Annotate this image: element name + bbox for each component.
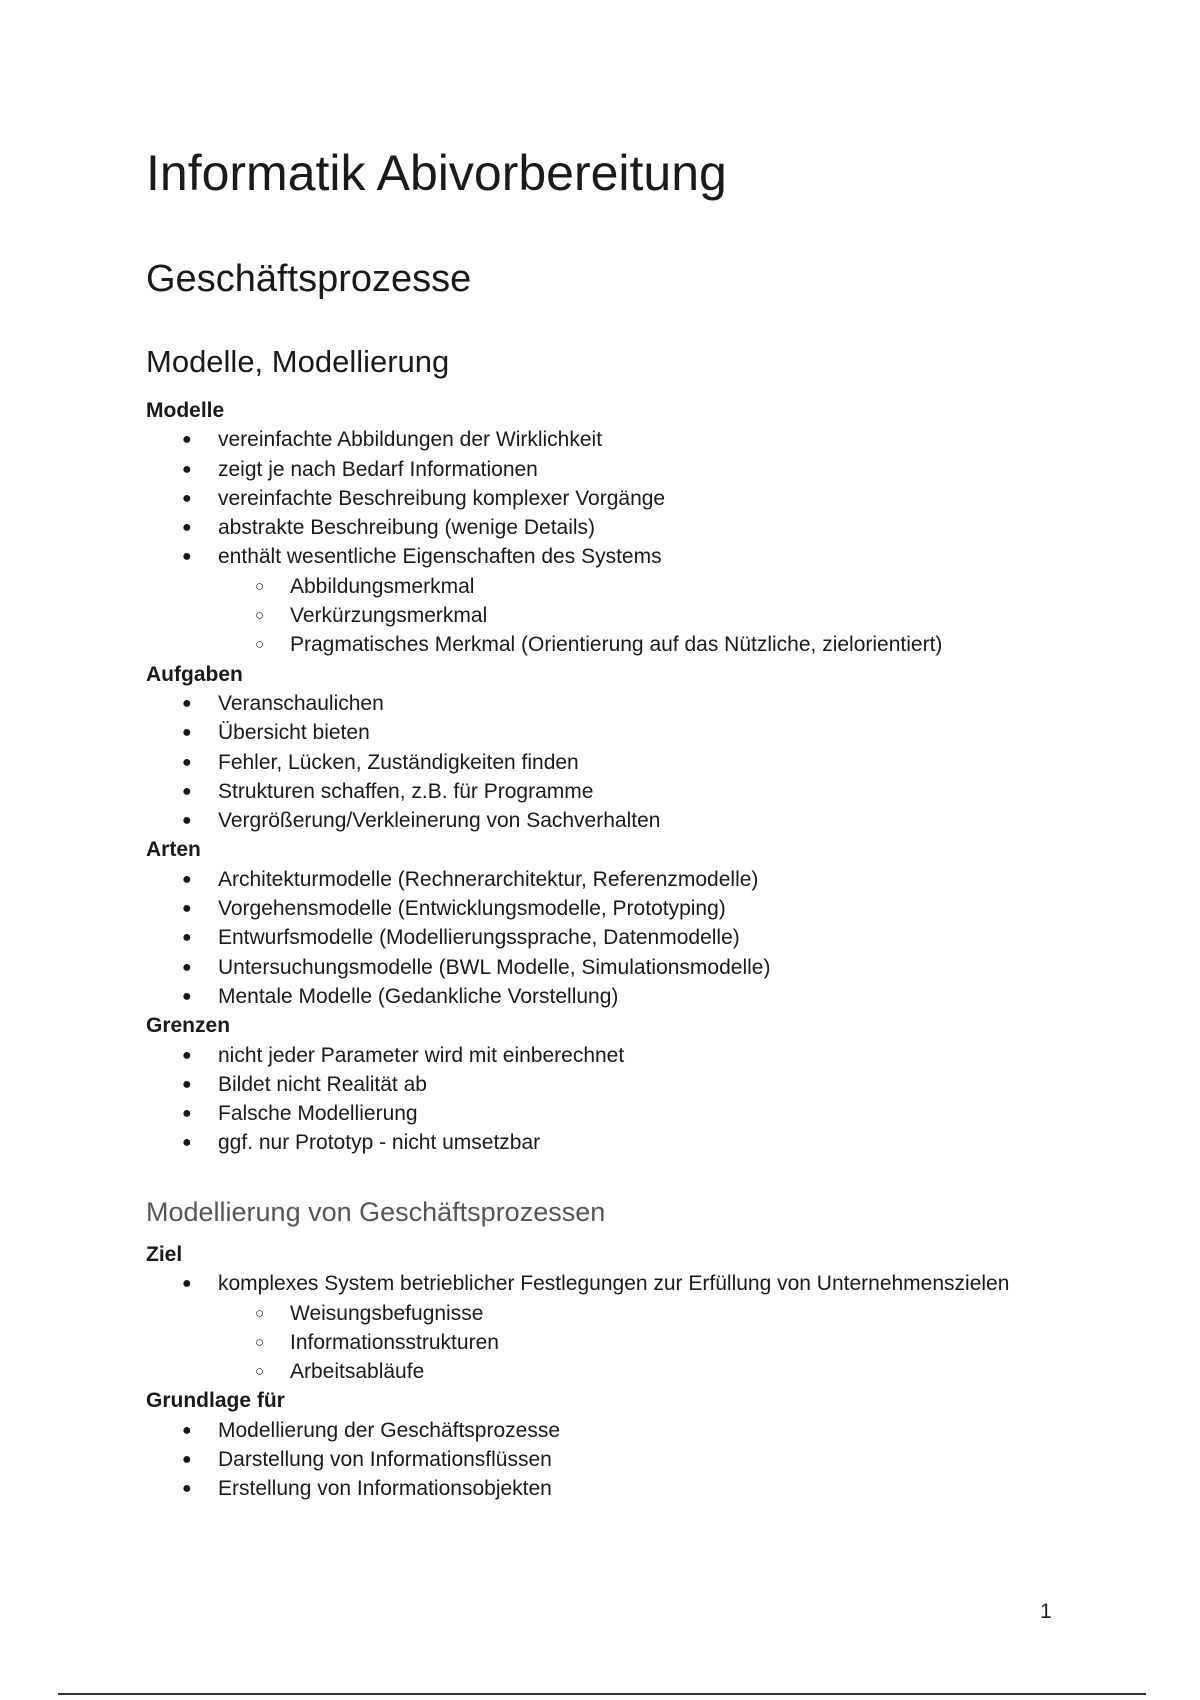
list-item: ● Bildet nicht Realität ab [146, 1070, 1146, 1099]
bullet-icon: ● [182, 724, 192, 742]
group-label-grundlage: Grundlage für [146, 1389, 285, 1413]
bullet-icon: ● [182, 958, 192, 976]
hollow-bullet-icon: ○ [255, 636, 265, 654]
hollow-bullet-icon: ○ [255, 607, 265, 625]
section-heading-modelle: Modelle, Modellierung [146, 344, 450, 379]
footer-divider [58, 1693, 1146, 1695]
bullet-icon: ● [182, 900, 192, 918]
bullet-icon: ● [182, 1046, 192, 1064]
list-item: ● Untersuchungsmodelle (BWL Modelle, Simulationsmodelle) [146, 953, 1146, 982]
group-label-modelle: Modelle [146, 399, 225, 422]
bullet-icon: ● [182, 929, 192, 947]
list-item: ● vereinfachte Beschreibung komplexer Vorgänge [146, 484, 1146, 513]
section-modelle-content [146, 396, 1146, 1158]
list-item: ● Mentale Modelle (Gedankliche Vorstellung) [146, 982, 1146, 1011]
bullet-icon: ● [182, 1480, 192, 1498]
list-item: ● abstrakte Beschreibung (wenige Details) [146, 513, 1146, 542]
list-item: ● zeigt je nach Bedarf Informationen [146, 455, 1146, 484]
group-label-grenzen: Grenzen [146, 1014, 231, 1038]
bullet-icon: ● [182, 1105, 192, 1123]
sub-list-item: ○ Verkürzungsmerkmal [146, 601, 1146, 630]
bullet-icon: ● [182, 870, 192, 888]
bullet-icon: ● [182, 1075, 192, 1093]
bullet-icon: ● [182, 548, 192, 566]
list-item: ● vereinfachte Abbildungen der Wirklichkeit [146, 425, 1146, 454]
list-item: ● Falsche Modellierung [146, 1099, 1146, 1128]
list-item: ● ggf. nur Prototyp - nicht umsetzbar [146, 1128, 1146, 1157]
sub-list-item: ○ Arbeitsabläufe [146, 1357, 1146, 1386]
list-item: ● enthält wesentliche Eigenschaften des Systems [146, 542, 1146, 571]
group-label-ziel: Ziel [146, 1243, 183, 1266]
list-item: ● Vergrößerung/Verkleinerung von Sachverhalten [146, 806, 1146, 835]
bullet-icon: ● [182, 489, 192, 507]
list-item: ● Strukturen schaffen, z.B. für Programme [146, 777, 1146, 806]
sub-list-item: ○ Abbildungsmerkmal [146, 572, 1146, 601]
bullet-icon: ● [182, 753, 192, 771]
section-geschaeftsprozesse-content [146, 1240, 1146, 1504]
bullet-icon: ● [182, 460, 192, 478]
bullet-icon: ● [182, 782, 192, 800]
group-label-aufgaben: Aufgaben [146, 662, 243, 686]
list-item: ● Entwurfsmodelle (Modellierungssprache, Datenmodelle) [146, 923, 1146, 952]
sub-list-item: ○ Pragmatisches Merkmal (Orientierung auf das Nützliche, zielorientiert) [146, 630, 1146, 659]
bullet-icon: ● [182, 812, 192, 830]
sub-list-item: ○ Informationsstrukturen [146, 1328, 1146, 1357]
bullet-icon: ● [182, 1275, 192, 1293]
bullet-icon: ● [182, 519, 192, 537]
bullet-icon: ● [182, 431, 192, 449]
group-label-arten: Arten [146, 838, 201, 862]
bullet-icon: ● [182, 1421, 192, 1439]
sub-list-item: ○ Weisungsbefugnisse [146, 1299, 1146, 1328]
section-heading-geschaeftsprozesse: Modellierung von Geschäftsprozessen [146, 1197, 606, 1227]
list-item: ● Architekturmodelle (Rechnerarchitektur, Referenzmodelle) [146, 865, 1146, 894]
bullet-icon: ● [182, 1451, 192, 1469]
chapter-heading: Geschäftsprozesse [146, 258, 472, 300]
list-item: ● Veranschaulichen [146, 689, 1146, 718]
bullet-icon: ● [182, 694, 192, 712]
list-item: ● Übersicht bieten [146, 718, 1146, 747]
list-item: ● Vorgehensmodelle (Entwicklungsmodelle, Prototyping) [146, 894, 1146, 923]
hollow-bullet-icon: ○ [255, 1363, 265, 1381]
list-item: ● Modellierung der Geschäftsprozesse [146, 1416, 1146, 1445]
list-item: ● Erstellung von Informationsobjekten [146, 1474, 1146, 1503]
document-title: Informatik Abivorbereitung [146, 145, 727, 201]
list-item: ● komplexes System betrieblicher Festlegungen zur Erfüllung von Unternehmenszielen [146, 1269, 1146, 1298]
list-item: ● nicht jeder Parameter wird mit einberechnet [146, 1041, 1146, 1070]
list-item: ● Fehler, Lücken, Zuständigkeiten finden [146, 748, 1146, 777]
hollow-bullet-icon: ○ [255, 1333, 265, 1351]
bullet-icon: ● [182, 1134, 192, 1152]
hollow-bullet-icon: ○ [255, 1304, 265, 1322]
hollow-bullet-icon: ○ [255, 577, 265, 595]
list-item: ● Darstellung von Informationsflüssen [146, 1445, 1146, 1474]
page-number: 1 [1040, 1600, 1052, 1623]
bullet-icon: ● [182, 987, 192, 1005]
